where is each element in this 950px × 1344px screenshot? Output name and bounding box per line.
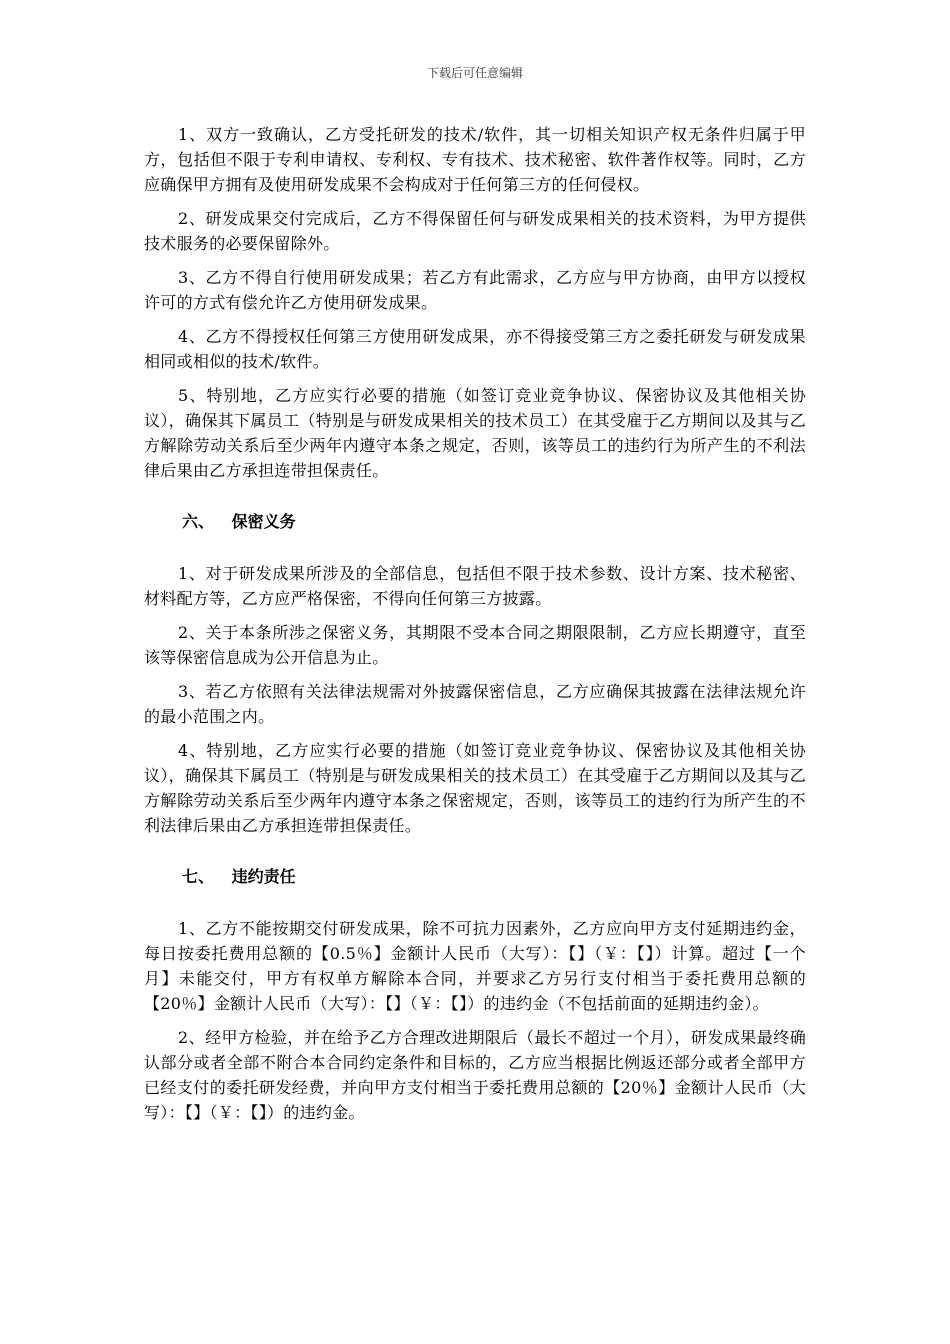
document-body bbox=[144, 122, 806, 1134]
paragraph: 3、若乙方依照有关法律法规需对外披露保密信息，乙方应确保其披露在法律法规允许的最小范围之内。 bbox=[144, 682, 806, 726]
section-title: 保密义务 bbox=[231, 512, 296, 531]
paragraph: 3、乙方不得自行使用研发成果；若乙方有此需求，乙方应与甲方协商，由甲方以授权许可的方式有偿允许乙方使用研发成果。 bbox=[144, 268, 806, 312]
paragraph: 2、研发成果交付完成后，乙方不得保留任何与研发成果相关的技术资料，为甲方提供技术服务的必要保留除外。 bbox=[144, 209, 806, 253]
paragraph: 4、特别地，乙方应实行必要的措施（如签订竞业竞争协议、保密协议及其他相关协议），确保其下属员工（特别是与研发成果相关的技术员工）在其受雇于乙方期间以及其与乙方解除劳动关系后至少两年内遵守本条之保密规定，否则，该等员工的违约行为所产生的不利法律后果由乙方承担连带担保责任。 bbox=[144, 741, 806, 835]
paragraph: 5、特别地，乙方应实行必要的措施（如签订竞业竞争协议、保密协议及其他相关协议），确保其下属员工（特别是与研发成果相关的技术员工）在其受雇于乙方期间以及其与乙方解除劳动关系后至少两年内遵守本条之规定，否则，该等员工的违约行为所产生的不利法律后果由乙方承担连带担保责任。 bbox=[144, 386, 806, 480]
paragraph: 2、关于本条所涉之保密义务，其期限不受本合同之期限限制，乙方应长期遵守，直至该等保密信息成为公开信息为止。 bbox=[144, 623, 806, 667]
page-header: 下载后可任意编辑 bbox=[426, 66, 523, 80]
section-title: 违约责任 bbox=[231, 867, 296, 886]
section-number: 七、 bbox=[182, 867, 215, 886]
section-heading-confidentiality bbox=[144, 509, 806, 534]
paragraph: 1、对于研发成果所涉及的全部信息，包括但不限于技术参数、设计方案、技术秘密、材料配方等，乙方应严格保密，不得向任何第三方披露。 bbox=[144, 564, 806, 608]
paragraph: 4、乙方不得授权任何第三方使用研发成果，亦不得接受第三方之委托研发与研发成果相同或相似的技术/软件。 bbox=[144, 327, 806, 371]
paragraph: 2、经甲方检验，并在给予乙方合理改进期限后（最长不超过一个月），研发成果最终确认部分或者全部不附合本合同约定条件和目标的，乙方应当根据比例返还部分或者全部甲方已经支付的委托研发经费，并向甲方支付相当于委托费用总额的【20％】金额计人民币（大写）：【】（￥：【】）的违约金。 bbox=[144, 1028, 806, 1122]
paragraph: 1、双方一致确认，乙方受托研发的技术/软件，其一切相关知识产权无条件归属于甲方，包括但不限于专利申请权、专利权、专有技术、技术秘密、软件著作权等。同时，乙方应确保甲方拥有及使用研发成果不会构成对于任何第三方的任何侵权。 bbox=[144, 125, 806, 194]
section-heading-liability bbox=[144, 864, 806, 889]
paragraph: 1、乙方不能按期交付研发成果，除不可抗力因素外，乙方应向甲方支付延期违约金，每日按委托费用总额的【0.5％】金额计人民币（大写）：【】（￥：【】）计算。超过【一个月】未能交付，甲方有权单方解除本合同，并要求乙方另行支付相当于委托费用总额的【20％】金额计人民币（大写）：【】（￥：【】）的违约金（不包括前面的延期违约金）。 bbox=[144, 919, 806, 1013]
section-number: 六、 bbox=[182, 512, 215, 531]
